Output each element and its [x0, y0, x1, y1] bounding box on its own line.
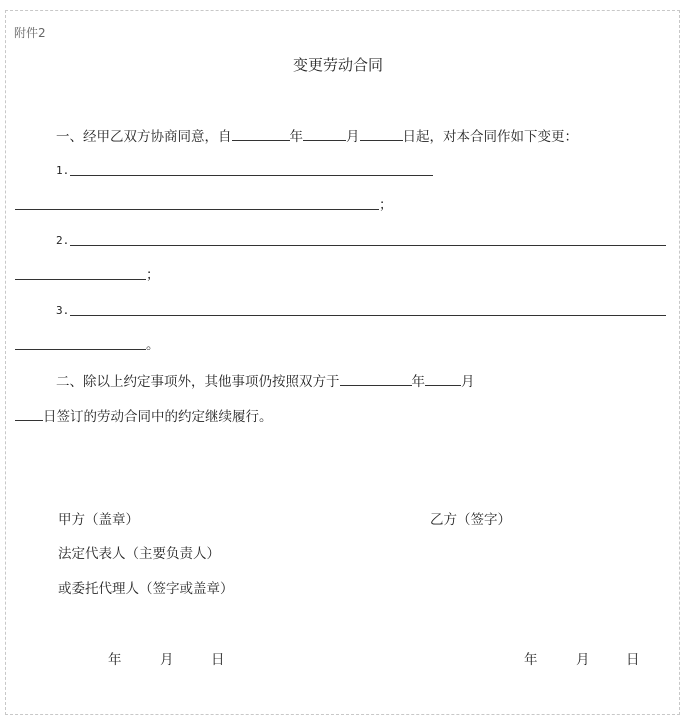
item-1-semicolon: ； — [379, 197, 393, 213]
year-label-1: 年 — [289, 129, 303, 145]
para2-suffix: 日签订的劳动合同中的约定继续履行。 — [43, 409, 273, 425]
party-b-label: 乙方（签字） — [430, 512, 511, 528]
paragraph-1 — [56, 126, 578, 146]
para1-prefix: 一、经甲乙双方协商同意，自 — [56, 129, 232, 145]
party-a-date-day: 日 — [211, 652, 225, 668]
paragraph-2-line-2 — [15, 406, 273, 426]
blank-year-2[interactable] — [340, 371, 412, 386]
blank-day-2[interactable] — [15, 406, 43, 421]
item-1-blank-line-b[interactable] — [15, 209, 379, 210]
party-b-date-day: 日 — [626, 652, 640, 668]
item-3-number: 3. — [56, 304, 70, 317]
para1-suffix: 日起，对本合同作如下变更： — [402, 129, 578, 145]
month-label-1: 月 — [346, 129, 360, 145]
item-2-blank-line-a[interactable] — [70, 245, 666, 246]
month-label-2: 月 — [461, 374, 475, 390]
paragraph-2-line-1 — [56, 371, 475, 391]
document-title: 变更劳动合同 — [293, 56, 384, 74]
party-a-date-year: 年 — [108, 652, 122, 668]
para2-prefix: 二、除以上约定事项外，其他事项仍按照双方于 — [56, 374, 340, 390]
blank-month-1[interactable] — [303, 126, 346, 141]
item-1-number: 1. — [56, 164, 70, 177]
party-a-date-month: 月 — [160, 652, 174, 668]
item-2-semicolon: ； — [146, 267, 160, 283]
attachment-label: 附件2 — [14, 26, 46, 40]
item-3-blank-line-a[interactable] — [70, 315, 666, 316]
item-2-number: 2. — [56, 234, 70, 247]
document-frame — [5, 10, 680, 715]
item-1-blank-line-a[interactable] — [70, 175, 433, 176]
party-b-date-year: 年 — [524, 652, 538, 668]
item-2-blank-line-b[interactable] — [15, 279, 146, 280]
item-3-period: 。 — [146, 337, 160, 353]
legal-rep-label: 法定代表人（主要负责人） — [58, 546, 220, 562]
item-3-blank-line-b[interactable] — [15, 349, 146, 350]
blank-year-1[interactable] — [232, 126, 290, 141]
blank-day-1[interactable] — [360, 126, 403, 141]
party-b-date-month: 月 — [576, 652, 590, 668]
year-label-2: 年 — [411, 374, 425, 390]
agent-label: 或委托代理人（签字或盖章） — [58, 581, 234, 597]
blank-month-2[interactable] — [425, 371, 461, 386]
party-a-label: 甲方（盖章） — [58, 512, 139, 528]
